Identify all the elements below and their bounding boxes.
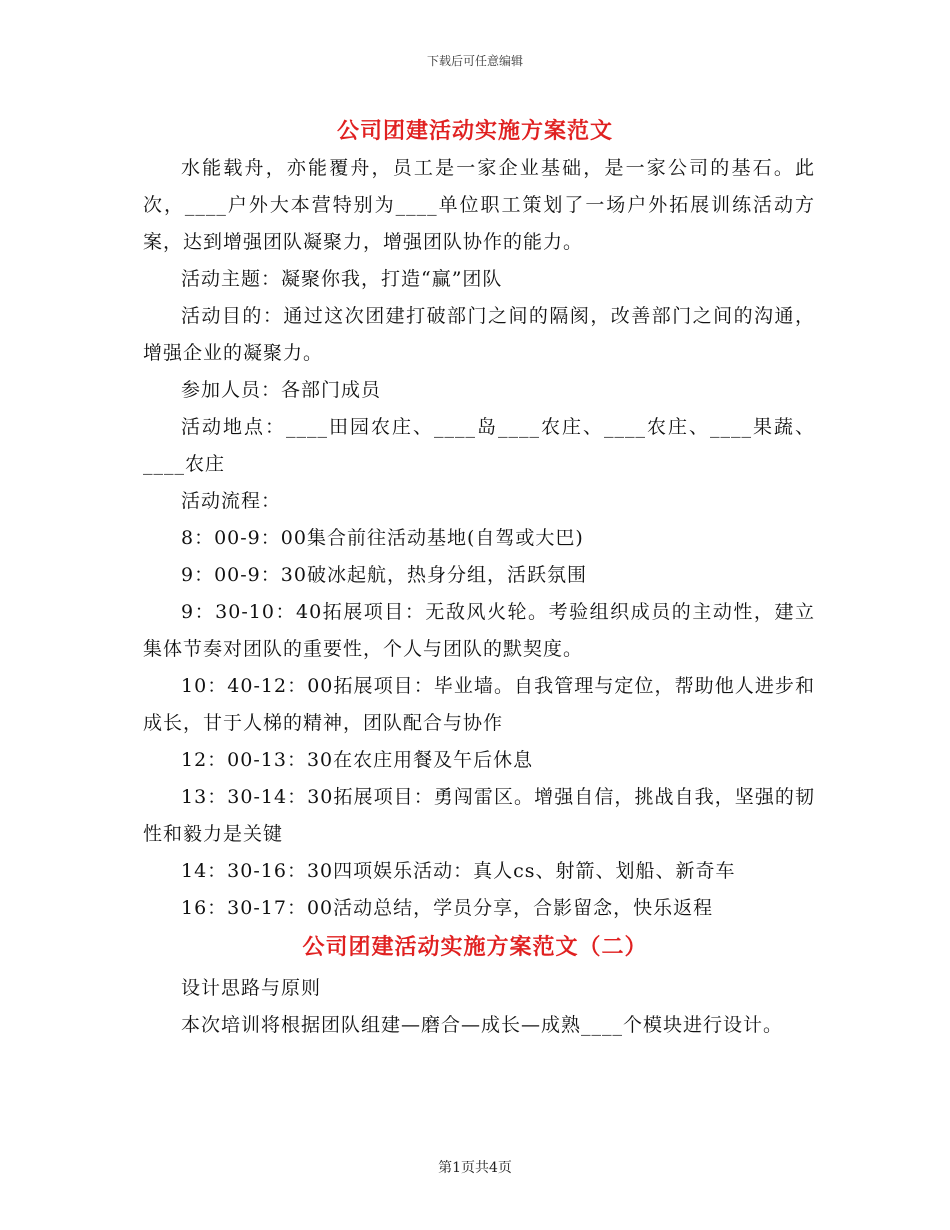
paragraph-intro: 水能载舟，亦能覆舟，员工是一家企业基础，是一家公司的基石。此次，____户外大本营特别为____单位职工策划了一场户外拓展训练活动方案，达到增强团队凝聚力，增强团队协作的能力。 (143, 157, 815, 253)
schedule-item: 8：00-9：00集合前往活动基地(自驾或大巴) (181, 527, 584, 549)
paragraph-participants: 参加人员：各部门成员 (181, 379, 382, 401)
schedule-item: 9：30-10：40拓展项目：无敌风火轮。考验组织成员的主动性，建立集体节奏对团队的重要性，个人与团队的默契度。 (143, 601, 815, 660)
paragraph-design-heading: 设计思路与原则 (181, 977, 322, 999)
page-number-footer: 第1页共4页 (438, 1160, 512, 1176)
schedule-item: 13：30-14：30拓展项目：勇闯雷区。增强自信，挑战自我，坚强的韧性和毅力是关键 (143, 786, 815, 845)
schedule-item: 9：00-9：30破冰起航，热身分组，活跃氛围 (181, 564, 587, 586)
paragraph-process-heading: 活动流程： (181, 490, 282, 512)
paragraph-design-body: 本次培训将根据团队组建—磨合—成长—成熟____个模块进行设计。 (181, 1014, 784, 1036)
document-title: 公司团建活动实施方案范文 (336, 118, 613, 144)
paragraph-theme: 活动主题：凝聚你我，打造“赢”团队 (181, 268, 503, 290)
page-header-note: 下载后可任意编辑 (426, 54, 523, 68)
schedule-item: 14：30-16：30四项娱乐活动：真人cs、射箭、划船、新奇车 (181, 860, 736, 882)
schedule-item: 16：30-17：00活动总结，学员分享，合影留念，快乐返程 (181, 897, 714, 919)
paragraph-purpose: 活动目的：通过这次团建打破部门之间的隔阂，改善部门之间的沟通，增强企业的凝聚力。 (143, 305, 815, 364)
section-title-2: 公司团建活动实施方案范文（二） (302, 934, 648, 960)
paragraph-location: 活动地点：____田园农庄、____岛____农庄、____农庄、____果蔬、____农庄 (143, 416, 815, 475)
schedule-item: 12：00-13：30在农庄用餐及午后休息 (181, 749, 534, 771)
schedule-item: 10：40-12：00拓展项目：毕业墙。自我管理与定位，帮助他人进步和成长，甘于人梯的精神，团队配合与协作 (143, 675, 815, 734)
